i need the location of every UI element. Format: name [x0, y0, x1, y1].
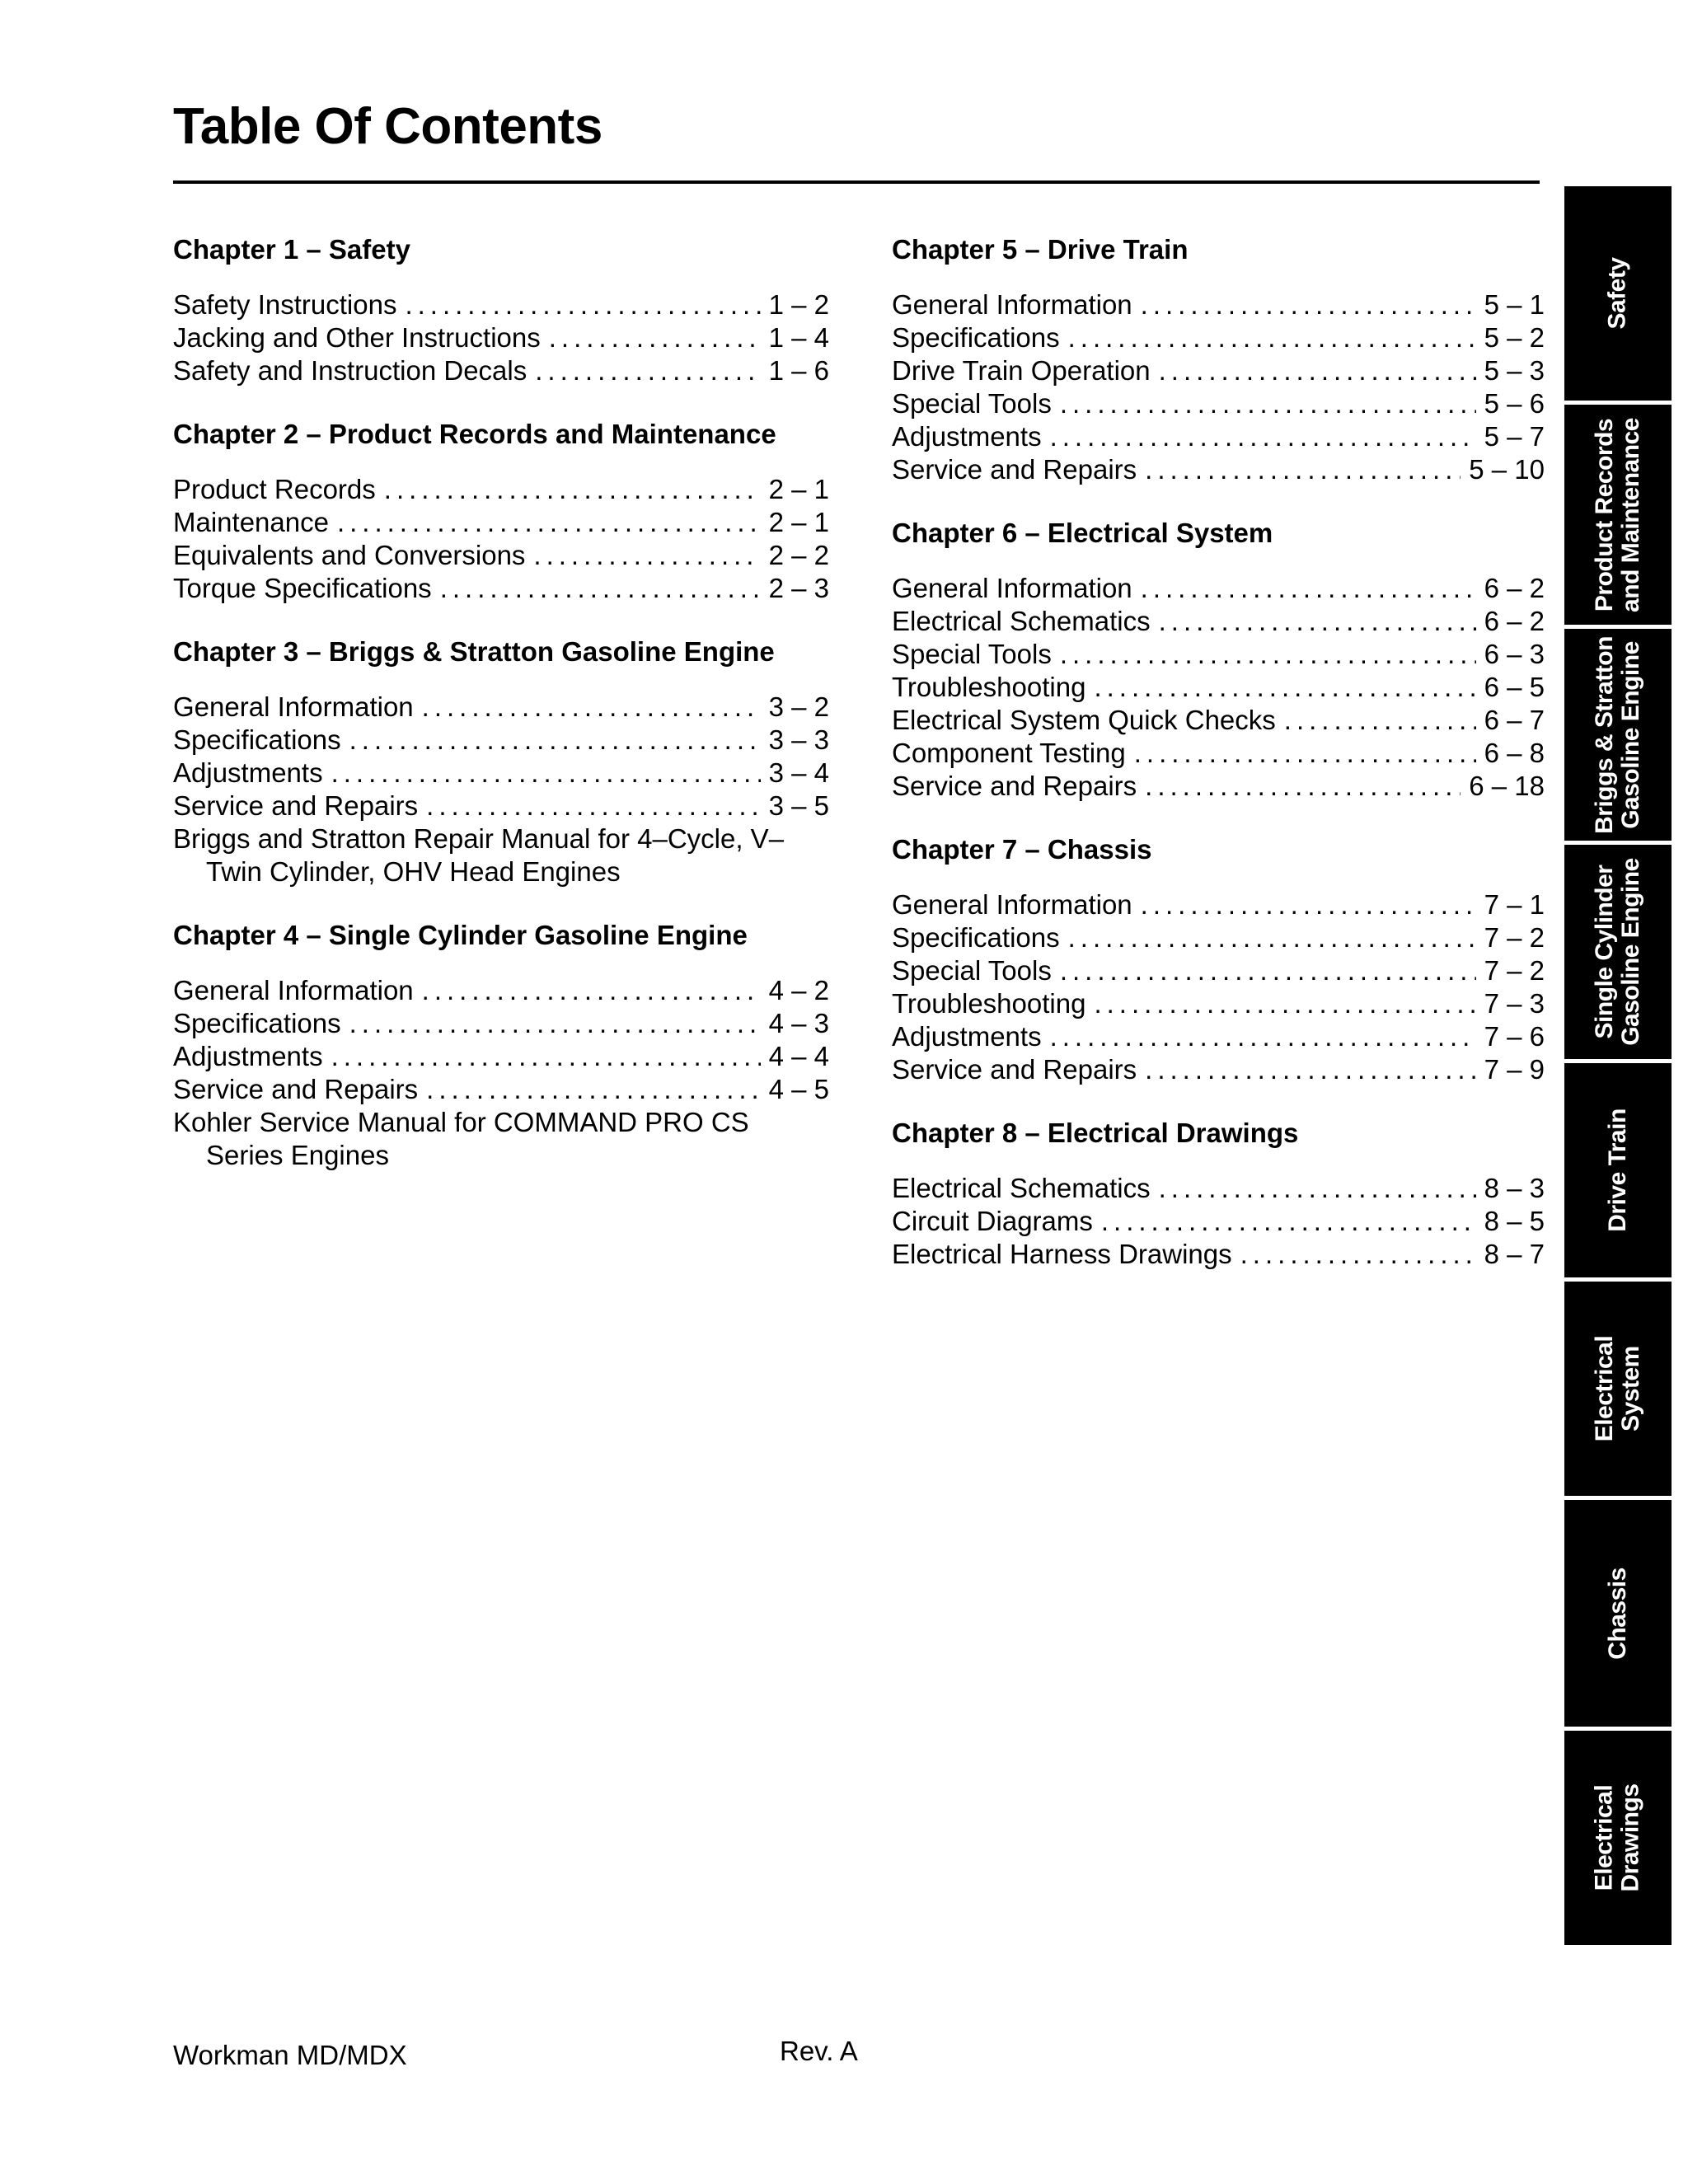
dot-leader: [1240, 1238, 1476, 1271]
toc-entry[interactable]: [173, 354, 829, 387]
chapter-tab[interactable]: [1564, 1500, 1672, 1727]
toc-entry[interactable]: [173, 572, 829, 605]
dot-leader: [1141, 888, 1476, 921]
toc-entry-page: 2 – 2: [768, 540, 829, 570]
chapter-heading: Chapter 1 – Safety: [173, 234, 410, 265]
toc-entry-label: Electrical Schematics: [892, 1173, 1151, 1203]
toc-entry-page: 7 – 2: [1484, 922, 1545, 953]
toc-entry[interactable]: [173, 691, 829, 724]
toc-entry[interactable]: [173, 539, 829, 572]
dot-leader: [533, 539, 760, 572]
toc-entry-page: 6 – 2: [1484, 606, 1545, 636]
dot-leader: [1145, 770, 1461, 803]
toc-entry-page: 3 – 3: [768, 724, 829, 755]
footer-manual-name: Workman MD/MDX: [173, 2040, 407, 2070]
dot-leader: [1141, 288, 1476, 321]
toc-entry-page: 8 – 7: [1484, 1239, 1545, 1269]
chapter-section: [892, 1113, 1545, 1271]
chapter-tab[interactable]: [1564, 186, 1672, 401]
toc-entry-page: 2 – 1: [768, 474, 829, 504]
toc-entry[interactable]: [892, 954, 1545, 987]
toc-left-column: [173, 229, 829, 1198]
toc-entry-page: 3 – 5: [768, 790, 829, 821]
toc-entry-page: 2 – 3: [768, 573, 829, 603]
toc-entry-label: General Information: [173, 975, 414, 1005]
chapter-section: [173, 229, 829, 387]
toc-entry-page: 4 – 5: [768, 1074, 829, 1104]
toc-entry-page: 5 – 10: [1469, 454, 1545, 485]
chapter-section: [892, 829, 1545, 1086]
toc-entry[interactable]: [892, 420, 1545, 453]
toc-entry-page: 6 – 5: [1484, 672, 1545, 702]
toc-entry-label: Equivalents and Conversions: [173, 540, 526, 570]
footer-revision: Rev. A: [780, 2036, 858, 2066]
toc-entry-label: General Information: [892, 289, 1132, 320]
chapter-tab-label: Single Cylinder Gasoline Engine: [1591, 858, 1644, 1046]
toc-entry-page: 5 – 2: [1484, 322, 1545, 353]
toc-entry-page: 6 – 8: [1484, 738, 1545, 768]
dot-leader: [549, 321, 761, 354]
dot-leader: [1060, 638, 1476, 671]
dot-leader: [1050, 1020, 1476, 1053]
toc-entry[interactable]: [892, 770, 1545, 803]
toc-entry[interactable]: [173, 790, 829, 823]
toc-entry-label: Torque Specifications: [173, 573, 432, 603]
toc-entry-label: Specifications: [892, 322, 1060, 353]
toc-entry-label: Special Tools: [892, 955, 1052, 986]
toc-entry-page: 4 – 4: [768, 1041, 829, 1071]
toc-entry[interactable]: [173, 974, 829, 1007]
dot-leader: [384, 473, 761, 506]
chapter-tabs: [1564, 186, 1672, 1949]
chapter-tab[interactable]: [1564, 1282, 1672, 1496]
toc-entry[interactable]: [892, 1053, 1545, 1086]
chapter-heading: Chapter 8 – Electrical Drawings: [892, 1118, 1299, 1148]
toc-right-column: [892, 229, 1545, 1297]
dot-leader: [1284, 704, 1476, 737]
toc-entry[interactable]: [892, 704, 1545, 737]
dot-leader: [1141, 572, 1476, 605]
chapter-section: [173, 915, 829, 1172]
toc-entry-label: Service and Repairs: [892, 1054, 1137, 1085]
dot-leader: [337, 506, 761, 539]
dot-leader: [405, 288, 760, 321]
chapter-tab[interactable]: [1564, 629, 1672, 841]
dot-leader: [422, 974, 761, 1007]
toc-entry-page: 7 – 3: [1484, 988, 1545, 1019]
toc-entry-label: Safety and Instruction Decals: [173, 355, 528, 386]
dot-leader: [1060, 954, 1476, 987]
chapter-heading: Chapter 5 – Drive Train: [892, 234, 1189, 265]
toc-entry[interactable]: [892, 321, 1545, 354]
dot-leader: [1094, 671, 1475, 704]
toc-entry-label: Electrical Harness Drawings: [892, 1239, 1232, 1269]
toc-entry-page: 1 – 2: [768, 289, 829, 320]
toc-entry-page: 6 – 18: [1469, 771, 1545, 801]
toc-entry-label: General Information: [173, 691, 414, 722]
chapter-section: [173, 631, 829, 888]
toc-entry-label: Component Testing: [892, 738, 1126, 768]
toc-entry-label: Jacking and Other Instructions: [173, 322, 541, 353]
dot-leader: [1159, 1172, 1476, 1205]
dot-leader: [1094, 987, 1475, 1020]
dot-leader: [1068, 921, 1476, 954]
toc-entry[interactable]: [173, 757, 829, 790]
toc-entry-page: 5 – 6: [1484, 388, 1545, 419]
toc-entry-page: 6 – 3: [1484, 639, 1545, 669]
chapter-tab[interactable]: [1564, 1063, 1672, 1277]
chapter-section: [173, 414, 829, 605]
dot-leader: [1060, 387, 1476, 420]
toc-entry-label: Safety Instructions: [173, 289, 397, 320]
toc-entry-label: Service and Repairs: [892, 771, 1137, 801]
toc-entry-label: Troubleshooting: [892, 672, 1086, 702]
chapter-heading: Chapter 6 – Electrical System: [892, 518, 1273, 548]
dot-leader: [1050, 420, 1476, 453]
toc-entry[interactable]: [892, 453, 1545, 486]
dot-leader: [440, 572, 761, 605]
toc-entry-label: General Information: [892, 889, 1132, 920]
toc-entry[interactable]: [173, 1040, 829, 1073]
chapter-section: [892, 229, 1545, 486]
page-title: Table Of Contents: [173, 98, 603, 155]
toc-entry-label: Product Records: [173, 474, 376, 504]
toc-entry-page: 4 – 2: [768, 975, 829, 1005]
toc-note: Briggs and Stratton Repair Manual for 4–Cycle, V–Twin Cylinder, OHV Head Engines: [173, 823, 785, 887]
chapter-heading: Chapter 7 – Chassis: [892, 834, 1152, 865]
toc-entry[interactable]: [892, 605, 1545, 638]
dot-leader: [349, 1007, 761, 1040]
toc-entry-page: 3 – 4: [768, 757, 829, 788]
toc-entry-page: 8 – 3: [1484, 1173, 1545, 1203]
toc-entry-label: Special Tools: [892, 639, 1052, 669]
toc-entry[interactable]: [892, 638, 1545, 671]
toc-entry-page: 4 – 3: [768, 1008, 829, 1038]
toc-entry[interactable]: [173, 1007, 829, 1040]
toc-entry-page: 7 – 6: [1484, 1021, 1545, 1052]
toc-entry-label: Drive Train Operation: [892, 355, 1151, 386]
dot-leader: [426, 1073, 760, 1106]
toc-entry-label: Service and Repairs: [173, 1074, 419, 1104]
chapter-tab-label: Electrical System: [1590, 1335, 1644, 1442]
toc-entry-label: Electrical System Quick Checks: [892, 705, 1276, 735]
dot-leader: [1101, 1205, 1476, 1238]
toc-entry[interactable]: [892, 387, 1545, 420]
toc-entry-page: 7 – 9: [1484, 1054, 1545, 1085]
dot-leader: [1134, 737, 1476, 770]
chapter-section: [892, 513, 1545, 803]
toc-entry[interactable]: [892, 737, 1545, 770]
toc-entry-label: Special Tools: [892, 388, 1052, 419]
dot-leader: [1145, 1053, 1475, 1086]
toc-entry[interactable]: [173, 288, 829, 321]
toc-entry[interactable]: [892, 1020, 1545, 1053]
toc-entry[interactable]: [173, 724, 829, 757]
dot-leader: [1145, 453, 1461, 486]
toc-entry-page: 7 – 2: [1484, 955, 1545, 986]
chapter-heading: Chapter 3 – Briggs & Stratton Gasoline Engine: [173, 636, 775, 667]
toc-entry-label: Service and Repairs: [173, 790, 419, 821]
toc-entry[interactable]: [892, 572, 1545, 605]
toc-entry-label: Specifications: [173, 1008, 341, 1038]
toc-entry[interactable]: [892, 288, 1545, 321]
toc-entry-label: Adjustments: [892, 1021, 1042, 1052]
chapter-tab-label: Briggs & Stratton Gasoline Engine: [1591, 635, 1644, 834]
chapter-tab-label: Safety: [1603, 257, 1631, 330]
toc-entry-label: Electrical Schematics: [892, 606, 1151, 636]
toc-entry[interactable]: [173, 473, 829, 506]
toc-entry-label: Specifications: [892, 922, 1060, 953]
dot-leader: [1068, 321, 1476, 354]
chapter-heading: Chapter 2 – Product Records and Maintenance: [173, 419, 776, 449]
toc-entry[interactable]: [892, 987, 1545, 1020]
toc-entry-label: Adjustments: [892, 421, 1042, 452]
dot-leader: [331, 1040, 761, 1073]
toc-entry[interactable]: [173, 1073, 829, 1106]
dot-leader: [349, 724, 761, 757]
dot-leader: [535, 354, 760, 387]
toc-entry-page: 5 – 1: [1484, 289, 1545, 320]
toc-entry-label: General Information: [892, 573, 1132, 603]
chapter-tab-label: Chassis: [1603, 1567, 1631, 1660]
toc-entry-page: 5 – 3: [1484, 355, 1545, 386]
toc-entry[interactable]: [892, 671, 1545, 704]
dot-leader: [1159, 605, 1476, 638]
chapter-tab-label: Drive Train: [1604, 1108, 1632, 1232]
toc-entry-page: 6 – 7: [1484, 705, 1545, 735]
chapter-tab-label: Product Records and Maintenance: [1591, 417, 1645, 612]
dot-leader: [426, 790, 760, 823]
chapter-tab[interactable]: [1564, 1731, 1672, 1945]
toc-entry-page: 7 – 1: [1484, 889, 1545, 920]
toc-entry[interactable]: [892, 1205, 1545, 1238]
toc-entry[interactable]: [892, 921, 1545, 954]
toc-entry-page: 6 – 2: [1484, 573, 1545, 603]
title-rule: [173, 180, 1540, 184]
chapter-tab-label: Electrical Drawings: [1591, 1783, 1644, 1892]
toc-entry-page: 1 – 6: [768, 355, 829, 386]
toc-entry[interactable]: [892, 1172, 1545, 1205]
dot-leader: [1159, 354, 1476, 387]
toc-entry-label: Adjustments: [173, 757, 323, 788]
toc-entry-label: Maintenance: [173, 507, 329, 537]
toc-entry-label: Adjustments: [173, 1041, 323, 1071]
toc-entry-label: Specifications: [173, 724, 341, 755]
chapter-tab[interactable]: [1564, 405, 1672, 625]
toc-entry-label: Circuit Diagrams: [892, 1206, 1093, 1236]
dot-leader: [331, 757, 761, 790]
toc-entry[interactable]: [173, 321, 829, 354]
dot-leader: [422, 691, 761, 724]
toc-entry-page: 1 – 4: [768, 322, 829, 353]
toc-entry-page: 8 – 5: [1484, 1206, 1545, 1236]
toc-entry[interactable]: [892, 888, 1545, 921]
toc-entry-label: Troubleshooting: [892, 988, 1086, 1019]
toc-entry-page: 2 – 1: [768, 507, 829, 537]
toc-entry-label: Service and Repairs: [892, 454, 1137, 485]
chapter-tab[interactable]: [1564, 845, 1672, 1059]
toc-note: Kohler Service Manual for COMMAND PRO CS Series Engines: [173, 1107, 749, 1170]
chapter-heading: Chapter 4 – Single Cylinder Gasoline Engine: [173, 920, 748, 950]
toc-entry[interactable]: [892, 1238, 1545, 1271]
toc-entry[interactable]: [892, 354, 1545, 387]
toc-entry-page: 5 – 7: [1484, 421, 1545, 452]
toc-entry[interactable]: [173, 506, 829, 539]
toc-entry-page: 3 – 2: [768, 691, 829, 722]
